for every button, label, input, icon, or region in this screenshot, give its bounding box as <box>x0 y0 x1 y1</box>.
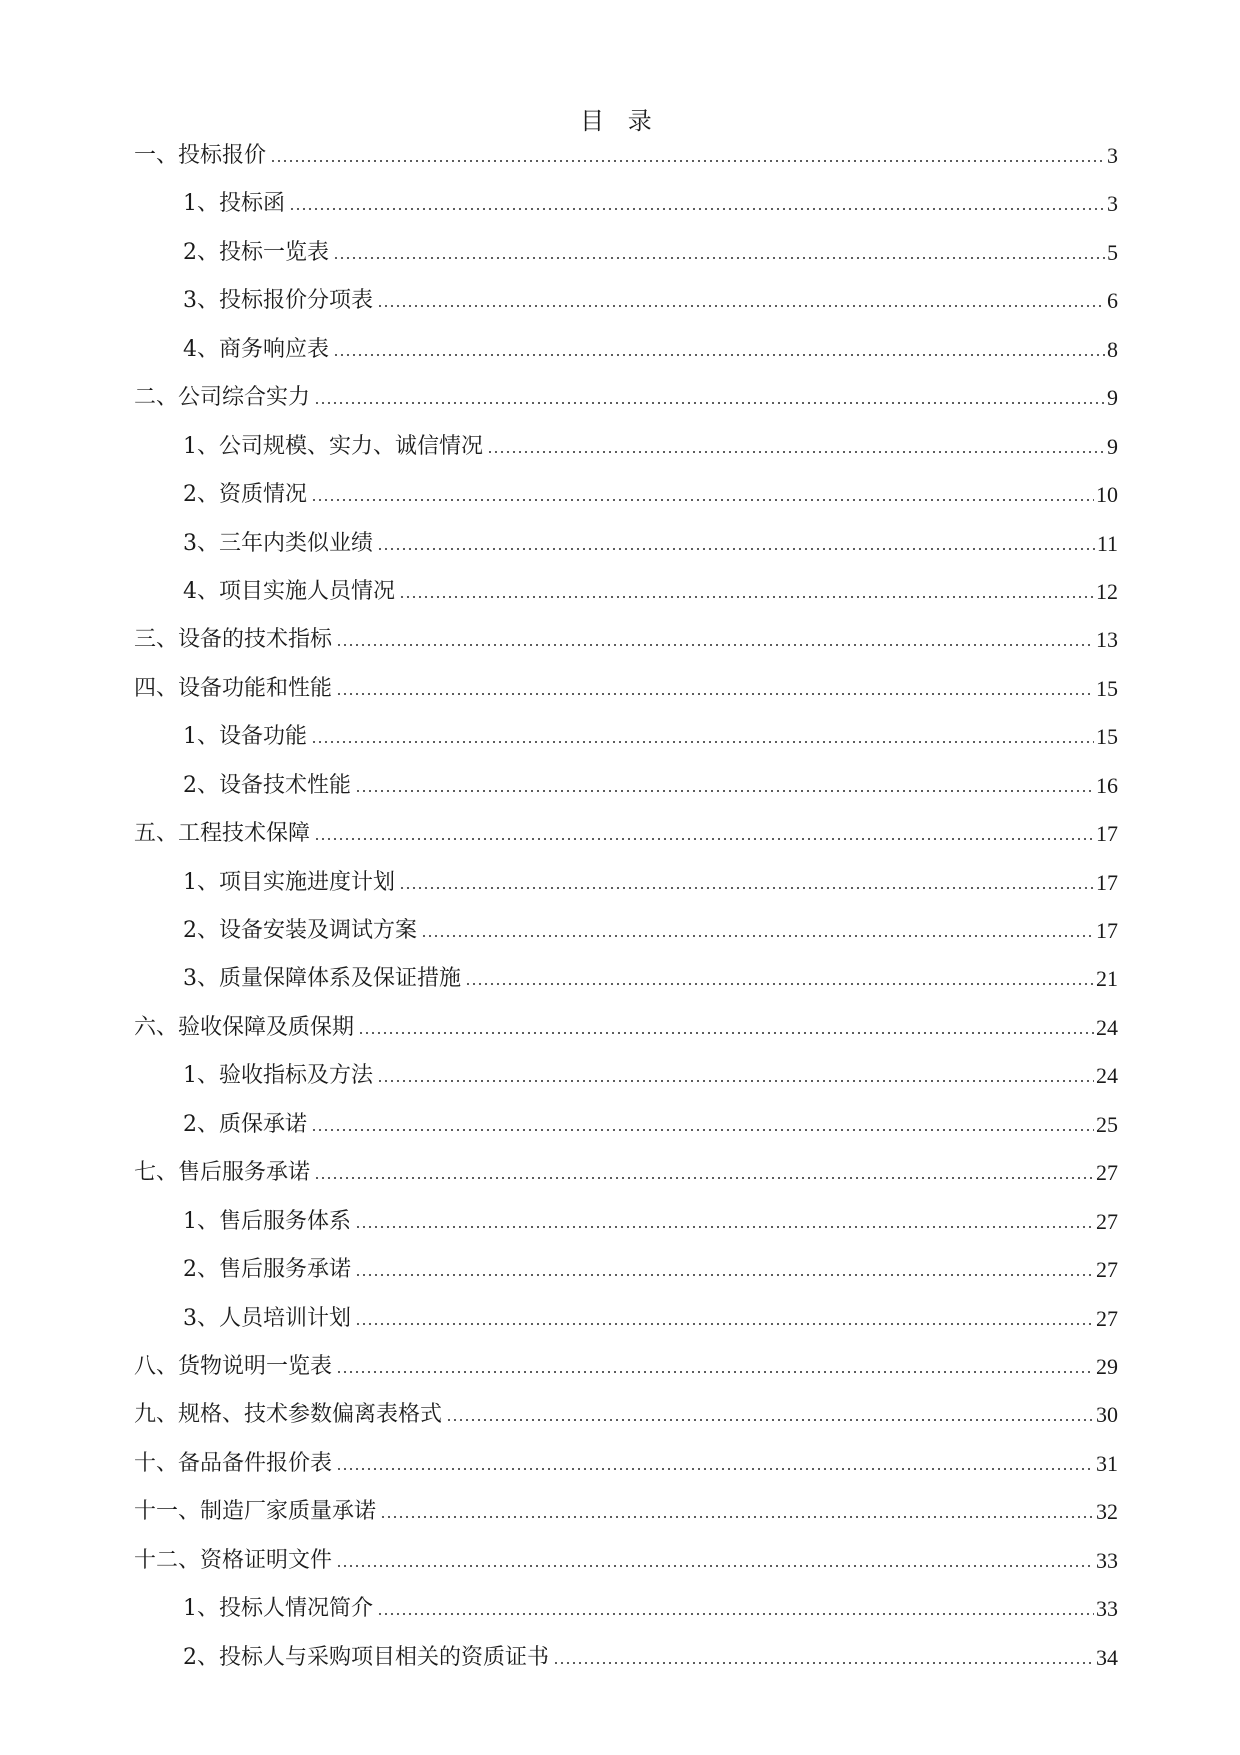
toc-entry-section[interactable] <box>134 286 1118 334</box>
toc-page-number: 17 <box>1096 821 1118 847</box>
toc-entry-chapter[interactable] <box>134 383 1118 431</box>
toc-entry-chapter[interactable] <box>134 1546 1118 1594</box>
toc-page-number: 34 <box>1096 1644 1118 1670</box>
toc-entry-title: 2、设备安装及调试方案 <box>183 918 417 943</box>
toc-entry-title: 六、验收保障及质保期 <box>134 1014 355 1040</box>
toc-entry-chapter[interactable] <box>134 1497 1118 1545</box>
toc-dot-leader <box>311 722 1094 744</box>
toc-entry-title: 十、备品备件报价表 <box>134 1450 333 1476</box>
toc-entry-section[interactable] <box>134 238 1118 286</box>
toc-entry-chapter[interactable] <box>134 819 1118 867</box>
toc-entry-section[interactable] <box>134 189 1118 237</box>
toc-entry-title: 2、投标一览表 <box>183 239 329 265</box>
toc-page-number: 6 <box>1107 288 1118 314</box>
toc-page-number: 17 <box>1096 918 1118 943</box>
toc-dot-leader <box>399 577 1094 599</box>
toc-entry-title: 十一、制造厂家质量承诺 <box>134 1499 377 1525</box>
toc-page-number: 29 <box>1096 1353 1118 1379</box>
toc-entry-title: 十二、资格证明文件 <box>134 1547 333 1573</box>
toc-dot-leader <box>355 1304 1094 1326</box>
toc-entry-title: 2、质保承诺 <box>183 1111 307 1137</box>
toc-dot-leader <box>358 1013 1094 1035</box>
toc-page-number: 24 <box>1096 1063 1118 1089</box>
toc-page-number: 16 <box>1096 772 1118 798</box>
toc-entry-section[interactable] <box>134 1594 1118 1642</box>
toc-entry-title: 三、设备的技术指标 <box>134 627 333 653</box>
toc-page-number: 27 <box>1096 1305 1118 1331</box>
toc-page-number: 32 <box>1096 1499 1118 1525</box>
toc-entry-title: 1、投标人情况简介 <box>183 1596 373 1622</box>
toc-dot-leader <box>336 1352 1094 1374</box>
toc-page-number: 9 <box>1107 433 1118 459</box>
toc-page-number: 15 <box>1096 724 1118 750</box>
toc-entry-title: 八、货物说明一览表 <box>134 1353 333 1379</box>
toc-dot-leader <box>336 1546 1094 1568</box>
toc-dot-leader <box>355 771 1094 793</box>
toc-entry-section[interactable] <box>134 868 1118 916</box>
toc-page-number: 33 <box>1096 1596 1118 1622</box>
toc-page-number: 3 <box>1107 143 1118 168</box>
toc-entry-chapter[interactable] <box>134 1400 1118 1448</box>
toc-dot-leader <box>314 383 1105 405</box>
toc-dot-leader <box>314 1158 1094 1180</box>
toc-entry-title: 1、验收指标及方法 <box>183 1063 373 1089</box>
toc-page-number: 31 <box>1096 1450 1118 1476</box>
toc-dot-leader <box>355 1255 1094 1277</box>
toc-entry-title: 4、商务响应表 <box>183 336 329 362</box>
toc-entry-section[interactable] <box>134 1304 1118 1352</box>
toc-page-number: 25 <box>1096 1111 1118 1137</box>
toc-entry-section[interactable] <box>134 577 1118 625</box>
toc-page-number: 5 <box>1107 239 1118 265</box>
toc-dot-leader <box>333 238 1105 260</box>
toc-entry-section[interactable] <box>134 771 1118 819</box>
toc-entry-section[interactable] <box>134 480 1118 528</box>
page-title: 目 录 <box>580 107 660 135</box>
toc-dot-leader <box>421 916 1094 938</box>
toc-page-number: 24 <box>1096 1014 1118 1040</box>
toc-entry-section[interactable] <box>134 1061 1118 1109</box>
toc-page-number: 17 <box>1096 869 1118 895</box>
toc-page-number: 11 <box>1096 530 1118 556</box>
toc-entry-title: 2、售后服务承诺 <box>183 1257 351 1283</box>
toc-entry-chapter[interactable] <box>134 1352 1118 1400</box>
toc-page-number: 27 <box>1096 1257 1118 1283</box>
toc-entry-title: 3、三年内类似业绩 <box>183 530 373 556</box>
toc-entry-title: 1、售后服务体系 <box>183 1208 351 1234</box>
toc-page-number: 30 <box>1096 1402 1118 1428</box>
toc-entry-section[interactable] <box>134 1255 1118 1303</box>
toc-entry-section[interactable] <box>134 432 1118 480</box>
toc-page-number: 9 <box>1107 385 1118 411</box>
toc-dot-leader <box>289 189 1105 211</box>
toc-dot-leader <box>377 529 1095 551</box>
toc-page-number: 27 <box>1096 1208 1118 1234</box>
toc-entry-section[interactable] <box>134 916 1118 964</box>
toc-dot-leader <box>380 1497 1094 1519</box>
toc-entry-title: 二、公司综合实力 <box>134 385 311 411</box>
toc-dot-leader <box>336 674 1094 696</box>
toc-entry-chapter[interactable] <box>134 1013 1118 1061</box>
toc-entry-chapter[interactable] <box>134 674 1118 722</box>
toc-dot-leader <box>336 1449 1094 1471</box>
toc-entry-section[interactable] <box>134 722 1118 770</box>
toc-page-number: 3 <box>1107 191 1118 217</box>
toc-dot-leader <box>311 1110 1094 1132</box>
toc-entry-chapter[interactable] <box>134 1158 1118 1206</box>
toc-dot-leader <box>465 964 1094 986</box>
toc-dot-leader <box>377 1594 1094 1616</box>
toc-dot-leader <box>399 868 1094 890</box>
toc-dot-leader <box>314 819 1094 841</box>
toc-entry-section[interactable] <box>134 529 1118 577</box>
toc-dot-leader <box>377 1061 1094 1083</box>
toc-dot-leader <box>446 1400 1094 1422</box>
toc-dot-leader <box>270 141 1105 163</box>
toc-entry-title: 2、设备技术性能 <box>183 772 351 798</box>
toc-entry-title: 3、人员培训计划 <box>183 1305 351 1331</box>
toc-page-number: 8 <box>1107 336 1118 362</box>
toc-entry-chapter[interactable] <box>134 141 1118 189</box>
toc-page-number: 21 <box>1096 966 1118 992</box>
toc-entry-chapter[interactable] <box>134 1449 1118 1497</box>
toc-page-number: 12 <box>1096 578 1118 604</box>
toc-entry-title: 七、售后服务承诺 <box>134 1160 311 1186</box>
toc-dot-leader <box>355 1207 1094 1229</box>
toc-dot-leader <box>333 335 1105 357</box>
toc-entry-title: 九、规格、技术参数偏离表格式 <box>134 1402 443 1428</box>
toc-page-number: 13 <box>1096 627 1118 653</box>
toc-dot-leader <box>553 1643 1094 1665</box>
toc-entry-section[interactable] <box>134 1110 1118 1158</box>
toc-dot-leader <box>311 480 1094 502</box>
toc-entry-title: 2、投标人与采购项目相关的资质证书 <box>183 1644 549 1670</box>
toc-entry-chapter[interactable] <box>134 625 1118 673</box>
toc-entry-title: 3、投标报价分项表 <box>183 288 373 314</box>
toc-entry-section[interactable] <box>134 964 1118 1012</box>
toc-entry-section[interactable] <box>134 335 1118 383</box>
toc-page-number: 33 <box>1096 1547 1118 1573</box>
toc-dot-leader <box>487 432 1105 454</box>
toc-entry-title: 四、设备功能和性能 <box>134 675 333 701</box>
toc-entry-title: 1、项目实施进度计划 <box>183 869 395 895</box>
toc-entry-section[interactable] <box>134 1207 1118 1255</box>
toc-dot-leader <box>336 625 1094 647</box>
toc-page-number: 27 <box>1096 1160 1118 1186</box>
toc-entry-title: 1、公司规模、实力、诚信情况 <box>183 433 483 459</box>
toc-entry-title: 1、投标函 <box>183 191 285 217</box>
toc-page-number: 10 <box>1096 482 1118 508</box>
toc-dot-leader <box>377 286 1105 308</box>
toc-entry-title: 五、工程技术保障 <box>134 821 311 847</box>
toc-entry-title: 3、质量保障体系及保证措施 <box>183 966 461 992</box>
toc-list <box>134 141 1118 1691</box>
toc-entry-title: 一、投标报价 <box>134 143 267 168</box>
toc-entry-title: 2、资质情况 <box>183 482 307 508</box>
toc-entry-title: 4、项目实施人员情况 <box>183 578 395 604</box>
toc-page-number: 15 <box>1096 675 1118 701</box>
toc-entry-title: 1、设备功能 <box>183 724 307 750</box>
toc-entry-section[interactable] <box>134 1643 1118 1691</box>
